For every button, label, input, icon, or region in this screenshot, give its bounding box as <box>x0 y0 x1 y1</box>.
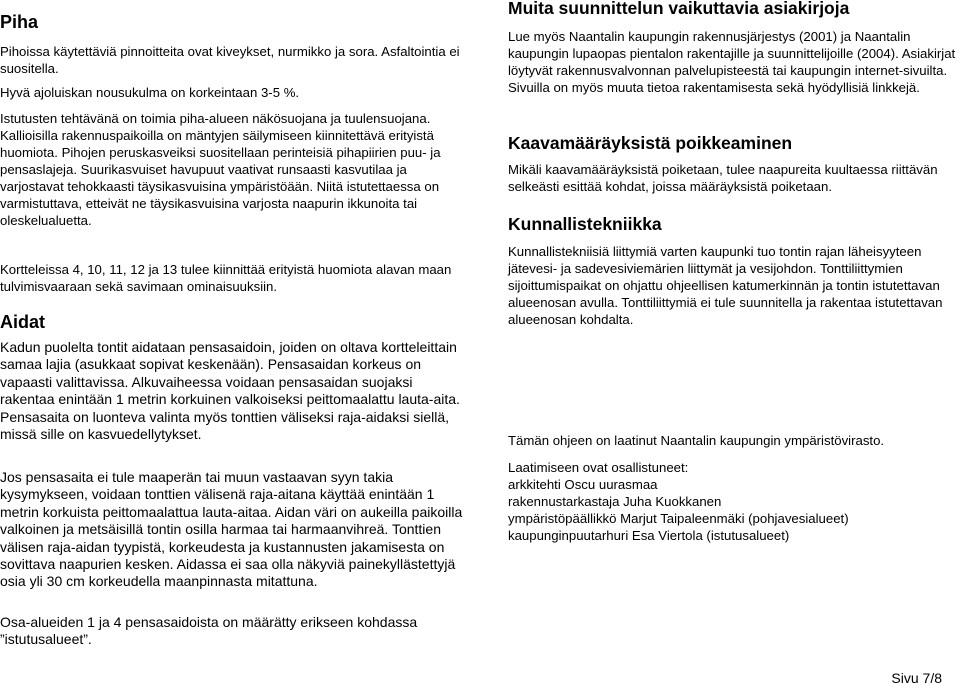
ohje-laatija-line: Tämän ohjeen on laatinut Naantalin kaupungin ympäristövirasto. <box>508 433 885 448</box>
piha-paragraph-2: Hyvä ajoluiskan nousukulma on korkeintaan 3-5 %. <box>0 85 300 100</box>
contributor-item: ympäristöpäällikkö Marjut Taipaleenmäki (pohjavesialueet) <box>508 511 849 526</box>
heading-kunnallistekniikka: Kunnallistekniikka <box>508 214 662 234</box>
aidat-paragraph-1: Kadun puolelta tontit aidataan pensasaidoin, joiden on oltava kortteleittain samaa lajia (asukkaat sopivat keskenään). Pensasaidan korkeus on vapaasti valittavissa. Alkuvaiheessa voidaan pensasaidan suojaksi rakentaa enintään 1 metrin korkuinen valkoiseksi peittomaalattu lauta-aita. Pensasaita on luonteva valinta myös tonttien väliseksi raja-aidaksi siellä, missä sille on kasvuedellytykset. <box>0 339 460 443</box>
contributor-item: kaupunginpuutarhuri Esa Viertola (istutusalueet) <box>508 528 790 543</box>
kaava-paragraph: Mikäli kaavamääräyksistä poiketaan, tulee naapureita kuultaessa riittävän selkeästi esittää kohdat, joissa määräyksistä poiketaan. <box>508 162 938 194</box>
heading-piha: Piha <box>0 12 39 32</box>
piha-paragraph-1: Pihoissa käytettäviä pinnoitteita ovat kiveykset, nurmikko ja sora. Asfaltointia ei suositella. <box>0 44 460 76</box>
heading-kaavamaarayksista-poikkeaminen: Kaavamääräyksistä poikkeaminen <box>508 133 793 153</box>
page-number: Sivu 7/8 <box>891 670 942 686</box>
contributors-label: Laatimiseen ovat osallistuneet: <box>508 460 689 475</box>
aidat-paragraph-3: Osa-alueiden 1 ja 4 pensasaidoista on määrätty erikseen kohdassa ”istutusalueet”. <box>0 614 418 648</box>
kunnallistekniikka-paragraph: Kunnallistekniisiä liittymiä varten kaupunki tuo tontin rajan läheisyyteen jätevesi- ja sadevesiviemärien liittymät ja vesijohdon. Tonttiliittymien sijoittumispaikat on ohjattu ohjeellisen katumerkinnän ja tontin istutettavan alueenosan avulla. Tonttiliittymiä ei tule suunnitella ja rakentaa istutettavan alueenosan kohdalta. <box>508 244 943 327</box>
aidat-paragraph-2: Jos pensasaita ei tule maaperän tai muun vastaavan syyn takia kysymykseen, voidaan tonttien välisenä raja-aitana käyttää enintään 1 metrin korkuista peittomaalattua lauta-aitaa. Aidan väri on aukeilla paikoilla valkoinen ja metsäisillä tontin osilla harmaa tai harmaanvihreä. Tonttien välisen raja-aidan tyypistä, korkeudesta ja kustannusten jakamisesta on sovittava naapurien kesken. Aidassa ei saa olla näkyviä painekyllästettyjä osia yli 30 cm korkeudella maanpinnasta mitattuna. <box>0 469 463 590</box>
contributor-item: rakennustarkastaja Juha Kuokkanen <box>508 494 722 509</box>
muita-paragraph: Lue myös Naantalin kaupungin rakennusjärjestys (2001) ja Naantalin kaupungin lupaopas pientalon rakentajille ja suunnittelijoille (2004). Asiakirjat löytyvät rakennusvalvonnan palvelupisteestä tai kaupungin internet-sivuilta. Sivuilla on myös muuta tietoa rakentamisesta sekä hyödyllisiä linkkejä. <box>508 29 956 95</box>
heading-aidat: Aidat <box>0 312 45 332</box>
heading-muita-asiakirjoja: Muita suunnittelun vaikuttavia asiakirjoja <box>508 0 850 18</box>
contributor-item: arkkitehti Oscu uurasmaa <box>508 477 658 492</box>
piha-paragraph-4: Kortteleissa 4, 10, 11, 12 ja 13 tulee kiinnittää erityistä huomiota alavan maan tulvimisvaaraan sekä savimaan ominaisuuksiin. <box>0 262 452 294</box>
contributors-list <box>508 476 960 544</box>
piha-paragraph-3: Istutusten tehtävänä on toimia piha-alueen näkösuojana ja tuulensuojana. Kallioisilla rakennuspaikoilla on mäntyjen säilymiseen kiinnitettävä erityistä huomiota. Pihojen peruskasveiksi suositellaan perinteisiä pihapiirien puu- ja pensaslajeja. Suurikasvuiset havupuut vaativat runsaasti kasvutilaa ja varjostavat tehokkaasti täysikasvuisina ympäristöään. Niitä istutettaessa on varmistuttava, etteivät ne täysikasvuisina varjosta naapurin ikkunoita tai oleskelualuetta. <box>0 111 441 228</box>
